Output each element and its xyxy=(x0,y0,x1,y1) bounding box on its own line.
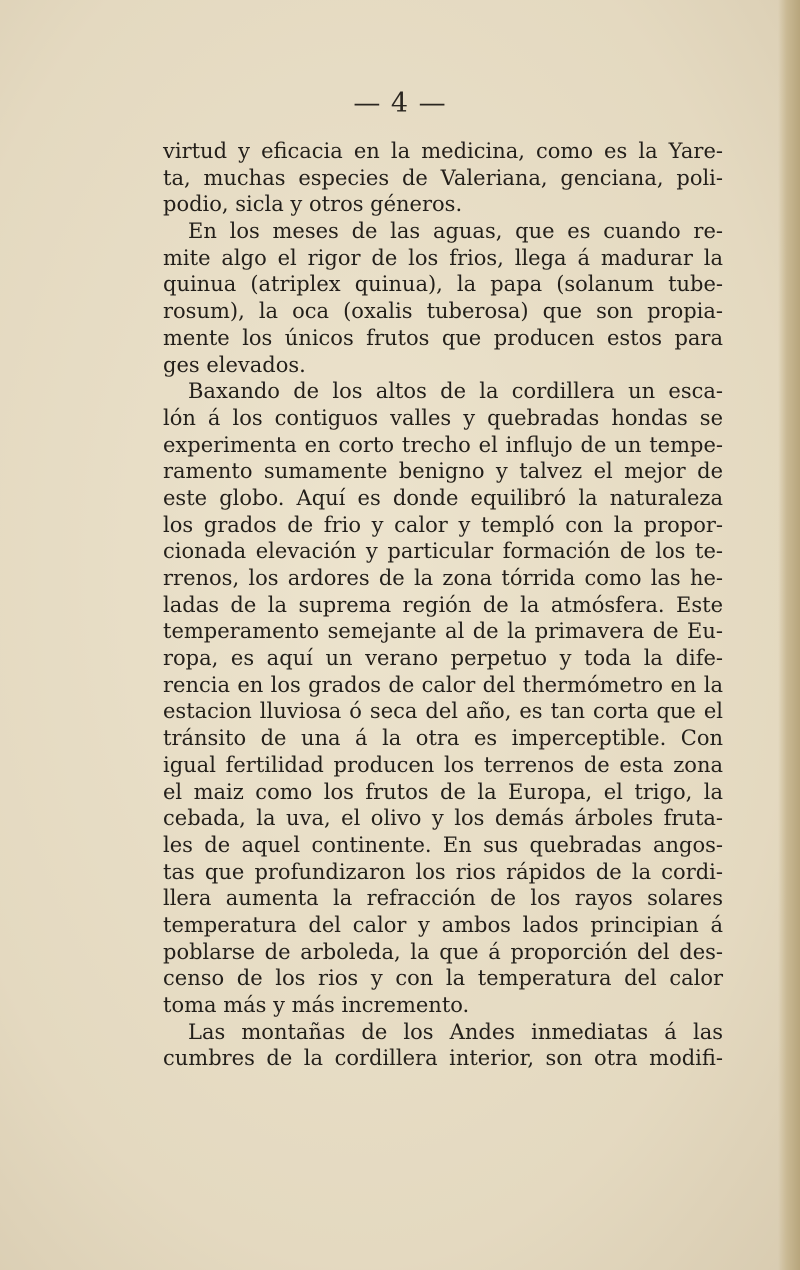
page-number: — 4 — xyxy=(353,88,447,119)
text-line: el maiz como los frutos de la Europa, el trigo, la xyxy=(163,779,723,804)
text-line: podio, sicla y otros géneros. xyxy=(163,192,463,217)
text-line: virtud y eficacia en la medicina, como es la Yare- xyxy=(163,139,723,163)
text-line: les de aquel continente. En sus quebradas angos- xyxy=(163,832,723,857)
text-line: temperamento semejante al de la primavera de Eu- xyxy=(163,619,723,644)
text-line: tas que profundizaron los rios rápidos de la cordi- xyxy=(163,859,723,884)
text-line: quinua (atriplex quinua), la papa (solanum tube- xyxy=(163,272,723,297)
text-line: En los meses de las aguas, que es cuando re- xyxy=(188,219,723,244)
text-line: lón á los contiguos valles y quebradas hondas se xyxy=(163,405,723,430)
text-line: toma más y más incremento. xyxy=(163,993,470,1017)
page-edge-shadow xyxy=(778,0,800,1270)
text-line: censo de los rios y con la temperatura del calor xyxy=(163,966,723,991)
text-line: cionada elevación y particular formación de los te- xyxy=(163,539,723,564)
text-line: experimenta en corto trecho el influjo de un tempe- xyxy=(163,432,723,457)
text-line: ges elevados. xyxy=(163,352,306,377)
text-line: ropa, es aquí un verano perpetuo y toda la dife- xyxy=(163,646,723,671)
text-line: ta, muchas especies de Valeriana, genciana, poli- xyxy=(163,165,723,190)
text-line: rrenos, los ardores de la zona tórrida como las he- xyxy=(163,566,723,590)
text-line: igual fertilidad producen los terrenos de esta zona xyxy=(163,752,723,777)
text-line: ladas de la suprema región de la atmósfera. Este xyxy=(163,592,723,617)
text-line: rencia en los grados de calor del thermómetro en la xyxy=(163,672,723,697)
text-line: temperatura del calor y ambos lados principian á xyxy=(163,912,723,937)
text-line: llera aumenta la refracción de los rayos solares xyxy=(163,886,723,911)
text-line: estacion lluviosa ó seca del año, es tan corta que el xyxy=(163,699,723,724)
text-line: cumbres de la cordillera interior, son otra modifi- xyxy=(163,1046,723,1071)
text-line: los grados de frio y calor y templó con la propor- xyxy=(163,512,723,537)
text-line: mite algo el rigor de los frios, llega á madurar la xyxy=(163,245,723,270)
body-text xyxy=(163,138,723,1072)
text-line: rosum), la oca (oxalis tuberosa) que son propia- xyxy=(163,299,723,324)
text-line: Las montañas de los Andes inmediatas á las xyxy=(188,1019,723,1044)
text-line: Baxando de los altos de la cordillera un esca- xyxy=(188,379,723,404)
text-line: poblarse de arboleda, la que á proporción del des- xyxy=(163,939,723,964)
text-line: cebada, la uva, el olivo y los demás árboles fruta- xyxy=(163,806,723,831)
text-line: este globo. Aquí es donde equilibró la naturaleza xyxy=(163,485,723,510)
text-line: mente los únicos frutos que producen estos para xyxy=(163,325,723,350)
text-line: ramento sumamente benigno y talvez el mejor de xyxy=(163,459,723,484)
text-line: tránsito de una á la otra es imperceptible. Con xyxy=(163,726,723,751)
